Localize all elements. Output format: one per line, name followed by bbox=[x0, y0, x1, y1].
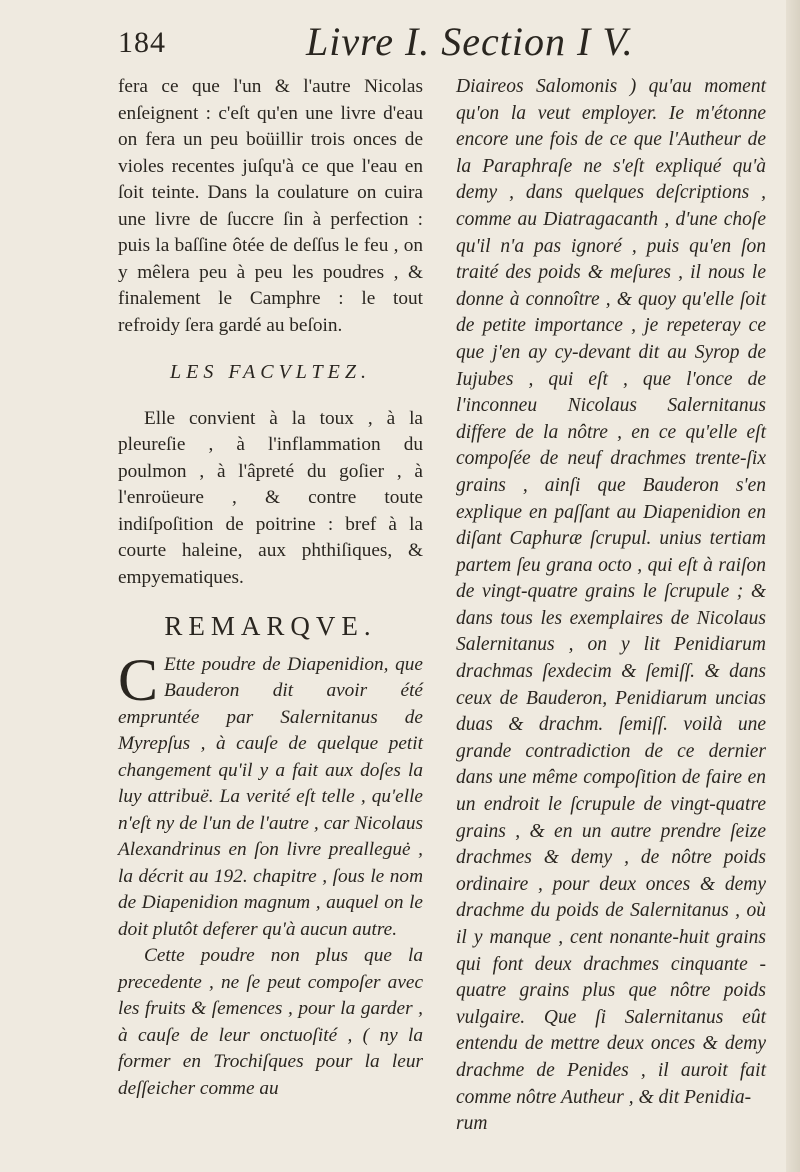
page-header bbox=[118, 18, 728, 70]
remarque-paragraph-2: Cette poudre non plus que la precedente , ne ſe peut compoſer avec les fruits & ſemences , pour la garder , à cauſe de leur onctuoſité , ( ny la former en Trochiſques pour la leur deſſeicher comme au bbox=[118, 945, 423, 1099]
section-heading-facultez: LES FACVLTEZ. bbox=[170, 361, 371, 383]
remarque-text-1: Ette poudre de Diapenidion, que Bauderon dit avoir été empruntée par Salernitanus de Myrepſus , à cauſe de quelque petit changement qu'il y a fait aux doſes la luy attribuë. La verité eſt telle , qu'elle n'eſt ny de l'un de l'autre , car Nicolaus Alexandrinus en ſon livre prealleguė , la décrit au 192. chapitre , ſous le nom de Diapenidion magnum , auquel on le doit plutôt deferer qu'à aucun autre. bbox=[118, 653, 423, 940]
remarque-body bbox=[118, 646, 423, 1103]
drop-cap: C bbox=[118, 646, 159, 713]
recipe-paragraph: fera ce que l'un & l'autre Nicolas enſeignent : c'eſt qu'en une livre d'eau on fera un peu boüillir trois onces de violes recentes juſqu'à ce que l'eau en ſoit teinte. Dans la coulature on cuira une livre de ſuccre ſin à perfection : puis la baſſine ôtée de deſſus le feu , on y mêlera peu à peu les poudres , & finalement le Camphre : le tout refroidy ſera gardé au beſoin. bbox=[118, 76, 423, 336]
running-title: Livre I. Section I V. bbox=[306, 19, 634, 64]
left-column bbox=[118, 74, 423, 1102]
remarque-heading: REMARQVE. bbox=[164, 611, 377, 641]
right-column bbox=[456, 74, 766, 1138]
right-column-paragraph: Diaireos Salomonis ) qu'au moment qu'on la veut employer. Ie m'étonne encore une fois de ce que l'Autheur de la Paraphraſe ne s'eſt expliqué qu'à demy , dans quelques deſcriptions , comme au Diatragacanth , d'une choſe qu'il n'a pas ignoré , puis qu'en ſon traité des poids & meſures , il nous le donne à connoître , & quoy qu'elle ſoit de petite importance , je repeteray ce que j'en ay cy-devant dit au Syrop de Iujubes , qui eſt , que l'once de l'inconneu Nicolaus Salernitanus differe de la nôtre , en ce qu'elle eſt compoſée de neuf drachmes trente-ſix grains , ainſi que Bauderon s'en explique en paſſant au Diapenidion en diſant Caphuræ ſcrupul. unius tertiam partem ſeu grana octo , qui eſt à raiſon de vingt-quatre grains le ſcrupule ; & dans tous les exemplaires de Nicolaus Salernitanus , on y lit Penidiarum drachmas ſexdecim & ſemiſſ. & dans ceux de Bauderon, Penidiarum uncias duas & drachm. ſemiſſ. voilà une grande contradiction de ce dernier dans une même compoſition de faire en un endroit le ſcrupule de vingt-quatre grains , & en un autre prendre ſeize drachmes & demy , de nôtre poids ordinaire , pour deux onces & demy drachme du poids de Salernitanus , où il y manque , cent nonante-huit grains qui font deux drachmes cinquante - quatre grains plus que nôtre poids vulgaire. Que ſi Salernitanus eût entendu de mettre deux onces & demy drachme de Penides , il auroit fait comme nôtre Autheur , & dit Penidia- bbox=[456, 76, 766, 1108]
facultez-paragraph: Elle convient à la toux , à la pleureſie , à l'inflammation du poulmon , à l'âpreté du goſier , à l'enroüeure , & contre toute indiſpoſition de poitrine : bref à la courte haleine, aux phthiſiques, & empyematiques. bbox=[118, 407, 423, 588]
catchword: rum bbox=[456, 1113, 488, 1135]
page-number: 184 bbox=[118, 26, 166, 59]
remarque-paragraph-1 bbox=[118, 646, 423, 944]
page-edge bbox=[786, 0, 800, 1172]
